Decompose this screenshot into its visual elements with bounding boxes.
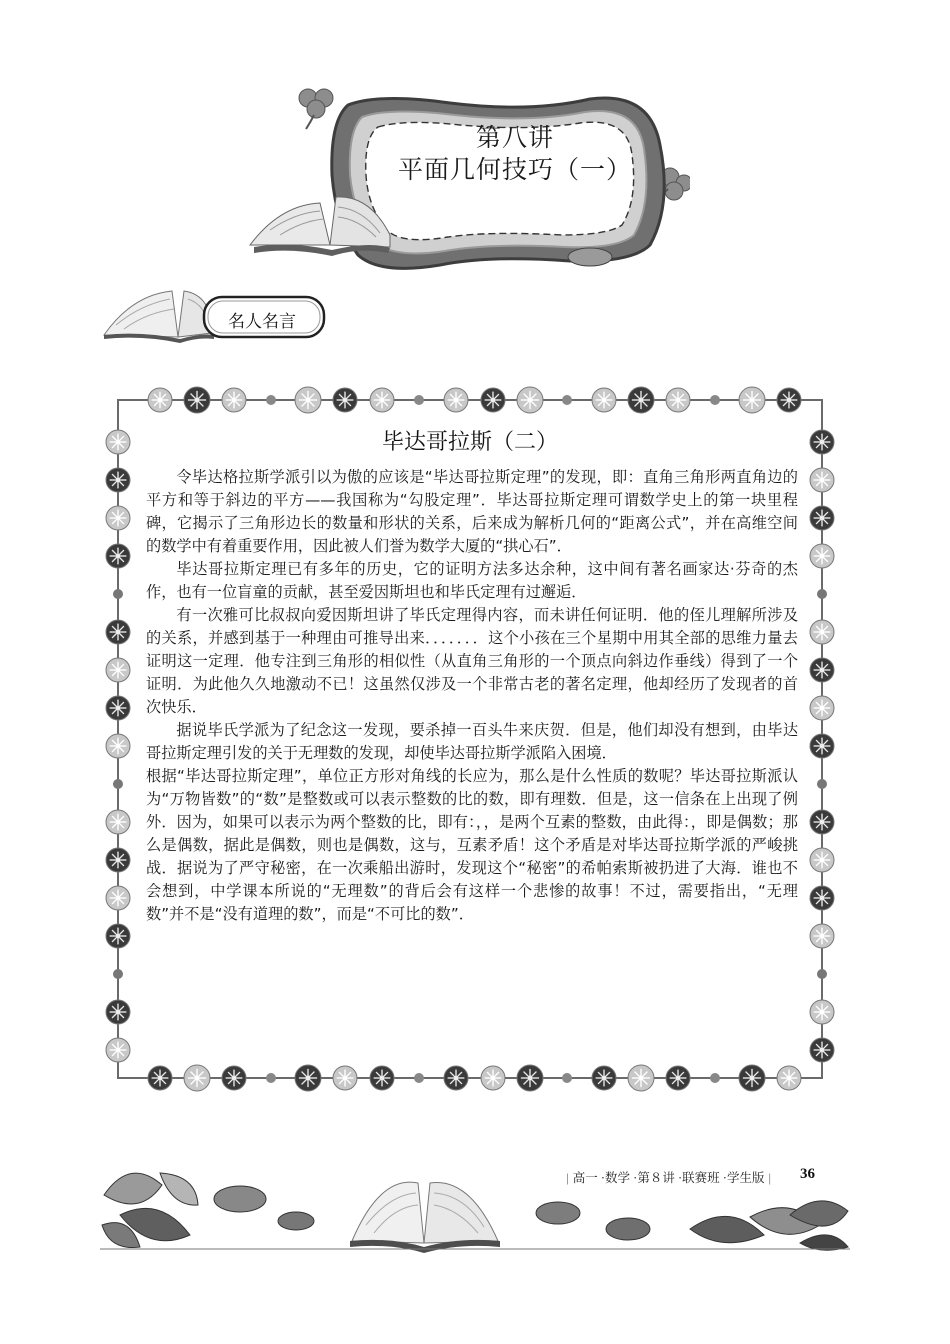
flower-medallion — [106, 544, 130, 568]
flower-medallion — [370, 1066, 394, 1090]
lesson-number: 第八讲 — [475, 123, 554, 152]
flower-medallion — [810, 544, 834, 568]
flower-medallion — [628, 387, 654, 413]
footer-class: 联赛班 — [682, 1171, 720, 1185]
frame-dot — [562, 395, 572, 405]
flower-medallion — [333, 388, 357, 412]
open-book-icon — [104, 291, 214, 343]
flower-medallion — [810, 658, 834, 682]
leaf-decoration — [102, 1173, 198, 1248]
flower-medallion — [106, 506, 130, 530]
flower-medallion — [810, 620, 834, 644]
flower-medallion — [810, 696, 834, 720]
flower-medallion — [222, 1066, 246, 1090]
article-paragraph: 令毕达格拉斯学派引以为傲的应该是“毕达哥拉斯定理”的发现，即：直角三角形两直角边的平方和等于斜边的平方——我国称为“勾股定理”．毕达哥拉斯定理可谓数学史上的第一块里程碑，它揭示了三角形边长的数量和形状的关系，后来成为解析几何的“距离公式”，并在高维空间的数学中有着重要作用，因此被人们誉为数学大厦的“拱心石”． — [146, 468, 798, 555]
flower-medallion — [148, 388, 172, 412]
article-body — [146, 466, 798, 926]
flower-medallion — [106, 1038, 130, 1062]
flower-medallion — [148, 1066, 172, 1090]
flower-medallion — [333, 1066, 357, 1090]
flower-medallion — [739, 1065, 765, 1091]
flower-medallion — [481, 388, 505, 412]
lesson-title: 平面几何技巧（一） — [397, 155, 632, 184]
frame-dot — [710, 1073, 720, 1083]
leaf-decoration — [690, 1201, 848, 1250]
flower-medallion — [592, 1066, 616, 1090]
footer-subject: 数学 — [605, 1171, 631, 1185]
frame-dot — [113, 779, 123, 789]
flower-medallion — [666, 1066, 690, 1090]
flower-medallion — [810, 1000, 834, 1024]
frame-dot — [113, 589, 123, 599]
flower-medallion — [444, 388, 468, 412]
frame-dot — [562, 1073, 572, 1083]
article-paragraph: 毕达哥拉斯定理已有多年的历史，它的证明方法多达余种，这中间有著名画家达·芬奇的杰作，也有一位盲童的贡献，甚至爱因斯坦也和毕氏定理有过邂逅． — [146, 560, 798, 601]
flower-medallion — [810, 734, 834, 758]
flower-medallion — [777, 1066, 801, 1090]
flower-medallion — [295, 1065, 321, 1091]
flower-medallion — [810, 924, 834, 948]
flower-medallion — [810, 886, 834, 910]
article-paragraph: 根据“毕达哥拉斯定理”，单位正方形对角线的长应为，那么是什么性质的数呢？毕达哥拉斯派认为“万物皆数”的“数”是整数或可以表示整数的比的数，即有理数．但是，这一信条在上出现了例外．因为，如果可以表示为两个整数的比，即有：，，是两个互素的整数，由此得：，即是偶数；那么是偶数，据此是偶数，则也是偶数，这与，互素矛盾！这个矛盾是对毕达哥拉斯学派的严峻挑战．据说为了严守秘密，在一次乘船出游时，发现这个“秘密”的希帕索斯被扔进了大海．谁也不会想到，中学课本所说的“无理数”的背后会有这样一个悲惨的故事！不过，需要指出，“无理数”并不是“没有道理的数”，而是“不可比的数”． — [146, 767, 798, 923]
flower-medallion — [106, 848, 130, 872]
flower-medallion — [184, 1065, 210, 1091]
flower-medallion — [106, 886, 130, 910]
frame-dot — [710, 395, 720, 405]
flower-medallion — [370, 388, 394, 412]
frame-dot — [817, 969, 827, 979]
flower-medallion — [810, 468, 834, 492]
flower-medallion — [222, 388, 246, 412]
flower-medallion — [810, 506, 834, 530]
frame-dot — [414, 1073, 424, 1083]
flower-medallion — [106, 734, 130, 758]
flower-medallion — [106, 924, 130, 948]
frame-dot — [113, 969, 123, 979]
footer-grade: 高一 — [572, 1171, 598, 1185]
flower-medallion — [295, 387, 321, 413]
frame-dot — [414, 395, 424, 405]
flower-medallion — [481, 1066, 505, 1090]
flower-medallion — [592, 388, 616, 412]
flower-medallion — [739, 387, 765, 413]
frame-dot — [266, 395, 276, 405]
flower-medallion — [106, 696, 130, 720]
flower-medallion — [810, 810, 834, 834]
flower-medallion — [777, 388, 801, 412]
flower-medallion — [106, 658, 130, 682]
footer-course-info: | 高一 ·数学 ·第８讲 ·联赛班 ·学生版 | — [566, 1171, 771, 1185]
flower-medallion — [810, 848, 834, 872]
flower-medallion — [444, 1066, 468, 1090]
flower-medallion — [106, 810, 130, 834]
frame-dot — [817, 589, 827, 599]
frame-dot — [817, 779, 827, 789]
flower-medallion — [184, 387, 210, 413]
footer-lesson: 第８讲 — [637, 1171, 675, 1185]
page-number: 36 — [800, 1166, 815, 1182]
article-paragraph: 有一次雅可比叔叔向爱因斯坦讲了毕氏定理得内容，而未讲任何证明．他的侄儿理解所涉及的关系，并感到基于一种理由可推导出来．．．．．．．这个小孩在三个星期中用其全部的思维力量去证明这一定理．他专注到三角形的相似性（从直角三角形的一个顶点向斜边作垂线）得到了一个证明．为此他久久地激动不已！这虽然仅涉及一个非常古老的著名定理，他却经历了发现者的首次快乐． — [146, 606, 798, 716]
flower-medallion — [628, 1065, 654, 1091]
flower-medallion — [106, 468, 130, 492]
frame-dot — [266, 1073, 276, 1083]
flower-medallion — [106, 620, 130, 644]
footer-edition: 学生版 — [726, 1171, 765, 1185]
flower-medallion — [666, 388, 690, 412]
flower-medallion — [517, 387, 543, 413]
quote-section-label: 名人名言 — [228, 312, 296, 332]
flower-medallion — [517, 1065, 543, 1091]
article-title: 毕达哥拉斯（二） — [381, 430, 558, 455]
open-book-icon — [350, 1182, 500, 1253]
clover-decoration — [299, 89, 333, 129]
article-paragraph: 据说毕氏学派为了纪念这一发现，要杀掉一百头牛来庆贺．但是，他们却没有想到，由毕达哥拉斯定理引发的关于无理数的发现，却使毕达哥拉斯学派陷入困境． — [146, 721, 798, 762]
flower-medallion — [106, 1000, 130, 1024]
flower-medallion — [810, 1038, 834, 1062]
